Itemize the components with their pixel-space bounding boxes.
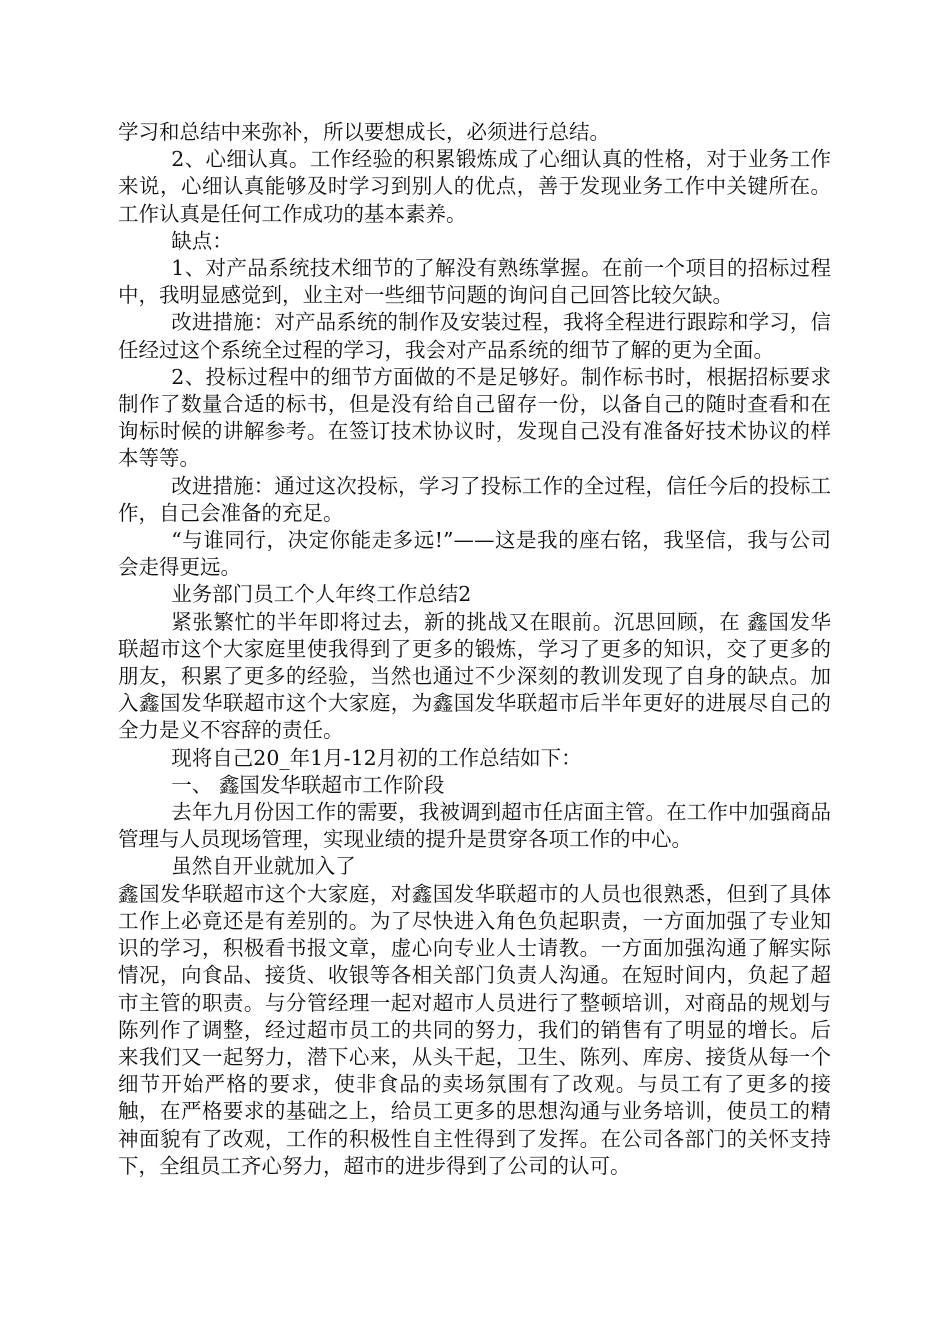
paragraph-6: 2、投标过程中的细节方面做的不是足够好。制作标书时，根据招标要求制作了数量合适的标书，但是没有给自己留存一份，以备自己的随时查看和在询标时候的讲解参考。在签订技术协议时，发现自己没有准备好技术协议的样本等等。 xyxy=(118,364,831,471)
subsection-heading: 一、 鑫国发华联超市工作阶段 xyxy=(171,772,445,797)
paragraph-3: 缺点： xyxy=(171,228,233,253)
paragraph-10: 紧张繁忙的半年即将过去，新的挑战又在眼前。沉思回顾，在 鑫国发华联超市这个大家庭里使我得到了更多的锻炼，学习了更多的知识，交了更多的朋友，积累了更多的经验，当然也通过不少深刻的教训发现了自身的缺点。加入鑫国发华联超市这个大家庭，为鑫国发华联超市后半年更好的进展尽自己的全力是义不容辞的责任。 xyxy=(118,609,831,743)
paragraph-5: 改进措施：对产品系统的制作及安装过程，我将全程进行跟踪和学习，信任经过这个系统全过程的学习，我会对产品系统的细节了解的更为全面。 xyxy=(118,310,831,362)
paragraph-1: 学习和总结中来弥补，所以要想成长，必须进行总结。 xyxy=(118,120,610,144)
paragraph-4: 1、对产品系统技术细节的了解没有熟练掌握。在前一个项目的招标过程中，我明显感觉到，业主对一些细节问题的询问自己回答比较欠缺。 xyxy=(118,256,831,308)
paragraph-15: 鑫国发华联超市这个大家庭，对鑫国发华联超市的人员也很熟悉，但到了具体工作上必竟还是有差别的。为了尽快进入角色负起职责，一方面加强了专业知识的学习，积极看书报文章，虚心向专业人士请教。一方面加强沟通了解实际情况，向食品、接货、收银等各相关部门负责人沟通。在短时间内，负起了超市主管的职责。与分管经理一起对超市人员进行了整顿培训，对商品的规划与陈列作了调整，经过超市员工的共同的努力，我们的销售有了明显的增长。后来我们又一起努力，潜下心来，从头干起，卫生、陈列、库房、接货从每一个细节开始严格的要求，使非食品的卖场氛围有了改观。与员工有了更多的接触，在严格要求的基础之上，给员工更多的思想沟通与业务培训，使员工的精神面貌有了改观，工作的积极性自主性得到了发挥。在公司各部门的关怀支持下，全组员工齐心努力，超市的进步得到了公司的认可。 xyxy=(118,881,831,1178)
paragraph-11: 现将自己20_年1月-12月初的工作总结如下： xyxy=(171,745,582,770)
paragraph-14: 虽然自开业就加入了 xyxy=(171,854,356,879)
paragraph-7: 改进措施：通过这次投标，学习了投标工作的全过程，信任今后的投标工作，自己会准备的充足。 xyxy=(118,473,831,525)
paragraph-13: 去年九月份因工作的需要，我被调到超市任店面主管。在工作中加强商品管理与人员现场管理，实现业绩的提升是贯穿各项工作的中心。 xyxy=(118,800,831,852)
document-body xyxy=(118,119,831,1180)
paragraph-8: “与谁同行，决定你能走多远!”——这是我的座右铭，我坚信，我与公司会走得更远。 xyxy=(118,528,831,580)
section-heading: 业务部门员工个人年终工作总结2 xyxy=(171,582,472,607)
paragraph-2: 2、心细认真。工作经验的积累锻炼成了心细认真的性格，对于业务工作来说，心细认真能够及时学习到别人的优点，善于发现业务工作中关键所在。工作认真是任何工作成功的基本素养。 xyxy=(118,147,831,226)
